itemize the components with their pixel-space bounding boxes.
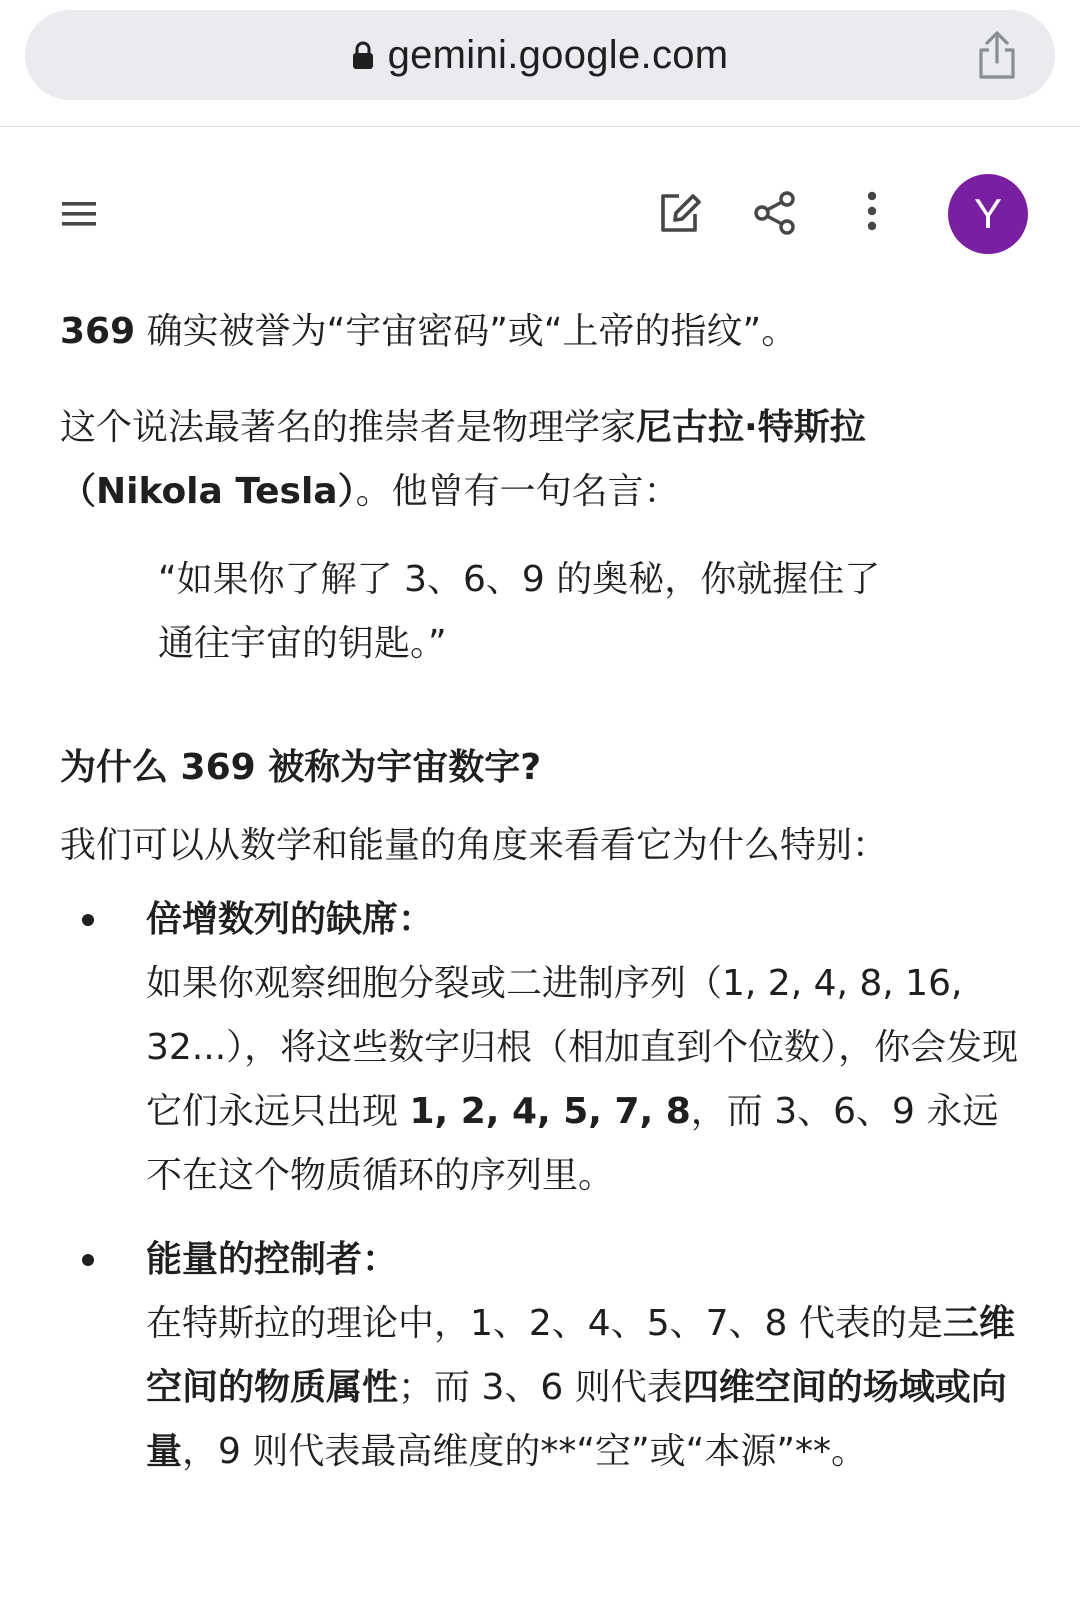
intro-number: 369 <box>60 311 136 352</box>
points-list <box>60 888 1020 1484</box>
tesla-post: 。他曾有一句名言： <box>355 471 680 512</box>
tesla-pre: 这个说法最著名的推崇者是物理学家 <box>60 407 637 448</box>
intro-text: 确实被誉为“宇宙密码”或“上帝的指纹”。 <box>135 311 798 352</box>
point-body-post: ，而 3、6、9 永远不在这个物质循环的序列里。 <box>146 1091 999 1196</box>
list-item <box>60 1228 1020 1484</box>
bullet-icon <box>82 1254 94 1266</box>
point-body-bold-1: 三维空间的物质属性 <box>146 1303 1015 1408</box>
tesla-paragraph <box>60 396 1020 524</box>
point-title: 能量的控制者： <box>146 1239 399 1280</box>
hamburger-menu-icon[interactable] <box>60 196 100 236</box>
avatar[interactable] <box>948 174 1028 254</box>
address-bar[interactable] <box>25 10 1055 100</box>
lead-paragraph: 我们可以从数学和能量的角度来看看它为什么特别： <box>60 825 889 866</box>
list-item <box>60 888 1020 1208</box>
intro-paragraph <box>60 300 1020 364</box>
point-body <box>146 952 1020 1208</box>
point-body-pre: 如果你观察细胞分裂或二进制序列（1, 2, 4, 8, 16, 32...），将这些数字归根（相加直到个位数），你会发现它们永远只出现 <box>146 963 1019 1132</box>
more-vert-icon[interactable] <box>862 188 882 238</box>
ios-share-icon[interactable] <box>975 30 1019 80</box>
point-title: 倍增数列的缺席： <box>146 899 435 940</box>
tesla-name: 尼古拉·特斯拉（Nikola Tesla） <box>60 407 866 512</box>
browser-toolbar <box>0 0 1080 127</box>
point-body-bold-2: 四维空间的场域或向量 <box>146 1367 1007 1472</box>
point-body <box>146 1292 1020 1484</box>
point-body-pre: 在特斯拉的理论中，1、2、4、5、7、8 代表的是 <box>146 1303 943 1344</box>
avatar-letter: Y <box>973 190 1002 237</box>
bullet-icon <box>82 914 94 926</box>
point-body-post: ，9 则代表最高维度的**“空”或“本源”**。 <box>182 1431 867 1472</box>
point-body-mid: ；而 3、6 则代表 <box>398 1367 683 1408</box>
response-content <box>60 300 1020 1504</box>
tesla-quote: “如果你了解了 3、6、9 的奥秘，你就握住了通往宇宙的钥匙。” <box>158 559 881 664</box>
lock-icon <box>352 40 374 70</box>
url-text[interactable]: gemini.google.com <box>387 32 729 77</box>
address-bar-center <box>25 10 1055 100</box>
section-heading: 为什么 369 被称为宇宙数字? <box>60 747 542 788</box>
edit-new-chat-icon[interactable] <box>655 188 705 238</box>
share-icon[interactable] <box>752 190 798 236</box>
app-header <box>0 126 1080 306</box>
point-body-bold: 1, 2, 4, 5, 7, 8 <box>409 1091 691 1132</box>
